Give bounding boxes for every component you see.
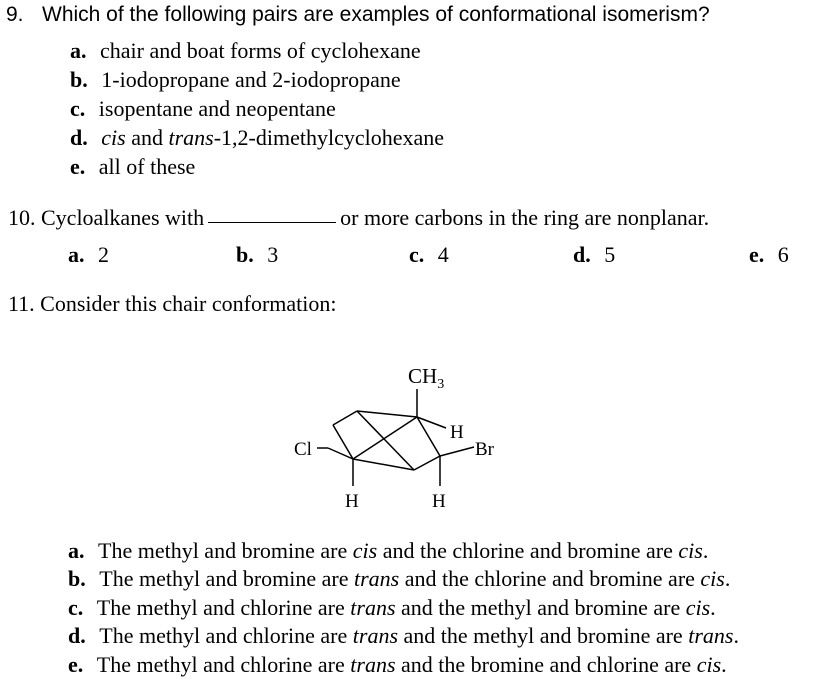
option-text: isopentane and neopentane bbox=[98, 96, 336, 121]
bond bbox=[353, 417, 417, 459]
q9-option-d bbox=[70, 127, 444, 149]
ch3-label: $CH_3$ bbox=[408, 364, 445, 392]
option-text: chair and boat forms of cyclohexane bbox=[100, 38, 421, 63]
bond bbox=[333, 425, 353, 459]
q10-option-d bbox=[573, 244, 615, 266]
option-letter: c. bbox=[68, 595, 84, 620]
answer-blank bbox=[208, 221, 336, 223]
option-value: 3 bbox=[267, 242, 279, 267]
q10-option-a bbox=[68, 244, 109, 266]
option-value: 2 bbox=[98, 242, 109, 267]
bond bbox=[333, 411, 357, 425]
chair-ring bbox=[317, 389, 474, 486]
option-text: The methyl and chlorine are trans and the methyl and bromine are trans. bbox=[99, 623, 739, 648]
option-value: 5 bbox=[604, 242, 616, 267]
option-text bbox=[101, 125, 444, 150]
option-letter: c. bbox=[70, 96, 86, 121]
q10-prefix: 10. Cycloalkanes with bbox=[8, 205, 205, 230]
q9-question: Which of the following pairs are examples of conformational isomerism? bbox=[42, 3, 710, 26]
q10-option-e bbox=[749, 244, 789, 266]
italic-trans: trans bbox=[168, 125, 214, 150]
q10-suffix: or more carbons in the ring are nonplanar. bbox=[340, 205, 710, 230]
option-text: 1-iodopropane and 2-iodopropane bbox=[101, 67, 401, 92]
bond-to-br bbox=[440, 447, 474, 456]
q11-question: 11. Consider this chair conformation: bbox=[8, 291, 337, 316]
option-text: The methyl and chlorine are trans and the bromine and chlorine are cis. bbox=[96, 652, 727, 677]
bond bbox=[357, 411, 417, 417]
option-text: The methyl and bromine are cis and the chlorine and bromine are cis. bbox=[98, 538, 709, 563]
q9-number: 9. bbox=[6, 3, 24, 26]
option-letter: e. bbox=[70, 154, 86, 179]
q9-option-e bbox=[70, 156, 195, 178]
option-value: 4 bbox=[437, 242, 449, 267]
option-letter: c. bbox=[409, 242, 425, 267]
option-letter: b. bbox=[236, 242, 254, 267]
text-rest: -1,2-dimethylcyclohexane bbox=[213, 125, 445, 150]
bond-to-h-upper bbox=[417, 417, 446, 428]
br-label: Br bbox=[475, 439, 494, 460]
option-letter: a. bbox=[68, 538, 85, 563]
bond-to-cl bbox=[328, 448, 353, 459]
q11-option-e bbox=[68, 654, 727, 676]
option-letter: d. bbox=[68, 623, 86, 648]
q10-question bbox=[8, 207, 709, 229]
option-letter: b. bbox=[68, 566, 86, 591]
h-right-label: H bbox=[432, 491, 446, 512]
italic-cis: cis bbox=[101, 125, 126, 150]
h-upper-label: H bbox=[450, 422, 464, 443]
option-letter: e. bbox=[749, 242, 765, 267]
cl-label: Cl bbox=[294, 439, 312, 460]
q11-option-a bbox=[68, 540, 708, 562]
q11-option-c bbox=[68, 597, 716, 619]
q10-option-c bbox=[409, 244, 449, 266]
q9-option-c bbox=[70, 98, 336, 120]
bond bbox=[353, 459, 414, 470]
option-letter: a. bbox=[68, 242, 85, 267]
q10-option-b bbox=[236, 244, 278, 266]
option-text: The methyl and bromine are trans and the chlorine and bromine are cis. bbox=[99, 566, 731, 591]
bond bbox=[357, 411, 414, 470]
h-left-label: H bbox=[345, 491, 359, 512]
option-letter: b. bbox=[70, 67, 88, 92]
option-text: The methyl and chlorine are trans and the methyl and bromine are cis. bbox=[96, 595, 716, 620]
option-value: 6 bbox=[777, 242, 789, 267]
option-letter: a. bbox=[70, 38, 87, 63]
q11-option-b bbox=[68, 568, 730, 590]
option-text: all of these bbox=[98, 154, 196, 179]
bond bbox=[414, 456, 440, 470]
bond bbox=[417, 417, 440, 456]
option-letter: e. bbox=[68, 652, 84, 677]
text-and: and bbox=[125, 125, 169, 150]
q9-option-b bbox=[70, 69, 401, 91]
option-letter: d. bbox=[573, 242, 591, 267]
q9-option-a bbox=[70, 40, 421, 62]
q11-option-d bbox=[68, 625, 739, 647]
option-letter: d. bbox=[70, 125, 88, 150]
